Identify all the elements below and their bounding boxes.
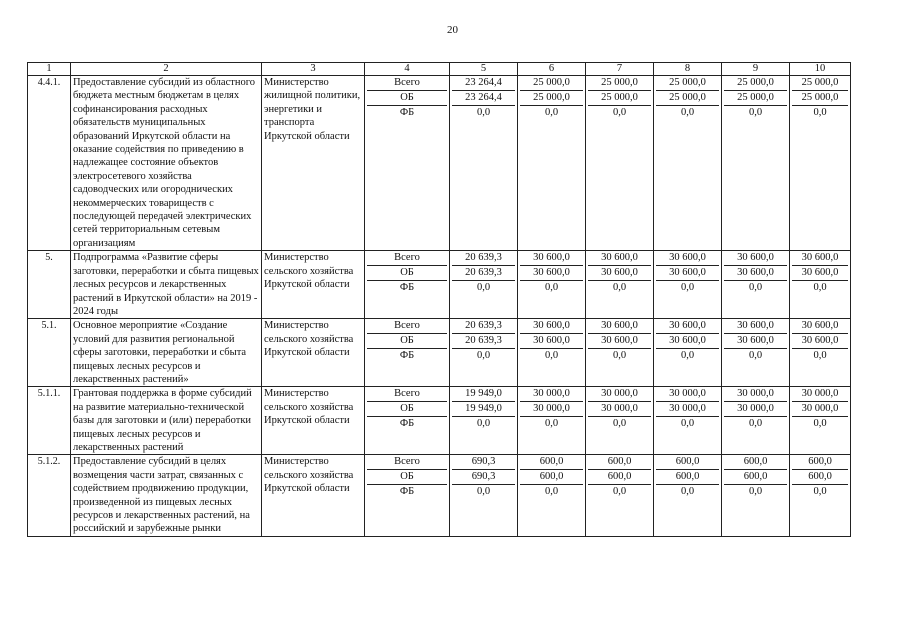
funding-source-label: Всего (367, 251, 447, 266)
amount-value: 30 600,0 (520, 334, 583, 349)
funding-source-label: ФБ (399, 418, 415, 430)
amount-value: 30 600,0 (520, 319, 583, 334)
column-header: 6 (518, 63, 586, 76)
amount-cell (450, 76, 518, 251)
amount-value: 30 600,0 (588, 319, 651, 334)
amount-cell (654, 251, 722, 319)
amount-value: 30 600,0 (792, 266, 848, 281)
amount-cell (654, 76, 722, 251)
amount-value: 30 600,0 (724, 266, 787, 281)
amount-value: 0,0 (813, 350, 827, 362)
amount-value: 23 264,4 (452, 91, 515, 106)
row-name: Основное мероприятие «Создание условий для развития региональной сферы заготовки, переработки и сбыта пищевых лесных ресурсов и лекарственных растений» (71, 319, 262, 387)
amount-value: 23 264,4 (452, 76, 515, 91)
amount-value: 0,0 (813, 282, 827, 294)
amount-value: 0,0 (748, 418, 763, 430)
amount-value: 0,0 (544, 486, 559, 498)
row-name: Предоставление субсидий из областного бюджета местным бюджетам в целях софинансирования расходных обязательств муниципальных образований Иркутской области на оказание содействия по приведению в надлежащее состояние объектов электросетевого хозяйства садоводческих или огороднических некоммерческих товариществ с последующей передачей электрических сетей территориальным сетевым организациям (71, 76, 262, 251)
row-code: 5.1.1. (28, 387, 71, 455)
funding-source-cell (365, 76, 450, 251)
amount-value: 600,0 (588, 470, 651, 485)
amount-cell (722, 76, 790, 251)
amount-value: 20 639,3 (452, 266, 515, 281)
amount-value: 30 000,0 (656, 402, 719, 417)
page-number: 20 (447, 24, 458, 36)
table-row (28, 387, 851, 455)
amount-value: 0,0 (680, 418, 695, 430)
funding-source-label: ОБ (367, 334, 447, 349)
amount-value: 0,0 (612, 282, 627, 294)
amount-value: 30 600,0 (520, 251, 583, 266)
amount-cell (654, 387, 722, 455)
amount-value: 30 000,0 (520, 402, 583, 417)
row-code: 5. (28, 251, 71, 319)
amount-value: 0,0 (813, 486, 827, 498)
amount-value: 600,0 (588, 455, 651, 470)
amount-value: 0,0 (748, 282, 763, 294)
amount-cell (450, 455, 518, 536)
amount-value: 25 000,0 (588, 76, 651, 91)
amount-value: 30 600,0 (588, 251, 651, 266)
amount-cell (450, 251, 518, 319)
amount-value: 600,0 (520, 470, 583, 485)
amount-value: 0,0 (748, 350, 763, 362)
amount-value: 0,0 (612, 418, 627, 430)
table-row (28, 319, 851, 387)
amount-value: 600,0 (724, 470, 787, 485)
table-row (28, 455, 851, 536)
amount-value: 600,0 (792, 470, 848, 485)
funding-source-label: ОБ (367, 402, 447, 417)
amount-value: 20 639,3 (452, 319, 515, 334)
amount-cell (790, 76, 851, 251)
row-executor: Министерство сельского хозяйства Иркутской области (262, 319, 365, 387)
amount-cell (790, 387, 851, 455)
header-row (28, 63, 851, 76)
amount-value: 0,0 (680, 282, 695, 294)
table-row (28, 76, 851, 251)
funding-source-label: ФБ (399, 350, 415, 362)
amount-value: 30 600,0 (724, 251, 787, 266)
amount-value: 0,0 (612, 486, 627, 498)
funding-source-label: ФБ (399, 486, 415, 498)
amount-value: 600,0 (792, 455, 848, 470)
amount-value: 0,0 (476, 107, 491, 118)
row-code: 5.1. (28, 319, 71, 387)
column-header: 3 (262, 63, 365, 76)
amount-cell (586, 387, 654, 455)
amount-value: 25 000,0 (656, 91, 719, 106)
amount-value: 0,0 (544, 418, 559, 430)
amount-value: 30 600,0 (656, 319, 719, 334)
funding-source-label: Всего (367, 76, 447, 91)
amount-value: 0,0 (476, 486, 491, 498)
amount-cell (586, 251, 654, 319)
funding-source-cell (365, 251, 450, 319)
amount-value: 0,0 (680, 107, 695, 118)
amount-value: 30 000,0 (792, 402, 848, 417)
amount-cell (722, 387, 790, 455)
amount-value: 30 600,0 (656, 251, 719, 266)
amount-value: 0,0 (680, 486, 695, 498)
amount-value: 25 000,0 (724, 76, 787, 91)
row-code: 5.1.2. (28, 455, 71, 536)
amount-value: 30 600,0 (792, 334, 848, 349)
column-header: 5 (450, 63, 518, 76)
amount-value: 30 600,0 (588, 334, 651, 349)
amount-value: 0,0 (813, 107, 827, 118)
amount-cell (518, 251, 586, 319)
row-executor: Министерство сельского хозяйства Иркутской области (262, 455, 365, 536)
amount-value: 30 600,0 (724, 334, 787, 349)
funding-source-label: ОБ (367, 266, 447, 281)
row-executor: Министерство жилищной политики, энергетики и транспорта Иркутской области (262, 76, 365, 251)
amount-cell (654, 319, 722, 387)
amount-cell (722, 455, 790, 536)
amount-value: 30 600,0 (724, 319, 787, 334)
amount-cell (586, 455, 654, 536)
amount-cell (790, 319, 851, 387)
amount-value: 19 949,0 (452, 402, 515, 417)
funding-source-label: ОБ (367, 470, 447, 485)
amount-cell (518, 76, 586, 251)
amount-value: 600,0 (520, 455, 583, 470)
funding-source-label: ОБ (367, 91, 447, 106)
amount-cell (586, 76, 654, 251)
row-executor: Министерство сельского хозяйства Иркутской области (262, 251, 365, 319)
amount-value: 30 600,0 (656, 266, 719, 281)
amount-value: 25 000,0 (520, 91, 583, 106)
amount-value: 25 000,0 (792, 91, 848, 106)
amount-value: 0,0 (544, 107, 559, 118)
funding-source-label: Всего (367, 319, 447, 334)
amount-value: 0,0 (544, 282, 559, 294)
amount-value: 0,0 (476, 418, 491, 430)
amount-value: 20 639,3 (452, 251, 515, 266)
amount-value: 30 600,0 (520, 266, 583, 281)
amount-value: 0,0 (476, 350, 491, 362)
amount-cell (790, 251, 851, 319)
amount-value: 600,0 (724, 455, 787, 470)
amount-value: 0,0 (813, 418, 827, 430)
funding-source-cell (365, 319, 450, 387)
amount-value: 25 000,0 (520, 76, 583, 91)
amount-value: 0,0 (612, 107, 627, 118)
amount-value: 690,3 (452, 470, 515, 485)
amount-value: 30 600,0 (588, 266, 651, 281)
amount-value: 25 000,0 (656, 76, 719, 91)
amount-value: 0,0 (748, 107, 763, 118)
budget-table (27, 62, 851, 537)
column-header: 4 (365, 63, 450, 76)
amount-value: 30 000,0 (656, 387, 719, 402)
column-header: 1 (28, 63, 71, 76)
amount-value: 25 000,0 (792, 76, 848, 91)
column-header: 8 (654, 63, 722, 76)
amount-cell (518, 455, 586, 536)
row-executor: Министерство сельского хозяйства Иркутской области (262, 387, 365, 455)
amount-cell (722, 319, 790, 387)
funding-source-cell (365, 387, 450, 455)
amount-value: 0,0 (680, 350, 695, 362)
amount-value: 690,3 (452, 455, 515, 470)
amount-value: 0,0 (476, 282, 491, 294)
amount-value: 19 949,0 (452, 387, 515, 402)
funding-source-cell (365, 455, 450, 536)
amount-value: 20 639,3 (452, 334, 515, 349)
amount-cell (654, 455, 722, 536)
amount-value: 30 000,0 (588, 402, 651, 417)
amount-cell (722, 251, 790, 319)
amount-value: 30 000,0 (792, 387, 848, 402)
row-name: Грантовая поддержка в форме субсидий на развитие материально-технической базы для заготовки и (или) переработки пищевых лесных ресурсов и лекарственных растений (71, 387, 262, 455)
row-name: Предоставление субсидий в целях возмещения части затрат, связанных с содействием продвижению продукции, произведенной из пищевых лесных ресурсов и лекарственных растений, на российский и зарубежные рынки (71, 455, 262, 536)
amount-cell (518, 387, 586, 455)
column-header: 10 (790, 63, 851, 76)
amount-value: 30 000,0 (724, 402, 787, 417)
amount-cell (518, 319, 586, 387)
amount-value: 25 000,0 (588, 91, 651, 106)
amount-value: 0,0 (612, 350, 627, 362)
amount-value: 30 000,0 (520, 387, 583, 402)
amount-value: 30 600,0 (792, 251, 848, 266)
funding-source-label: ФБ (399, 107, 415, 118)
funding-source-label: Всего (367, 455, 447, 470)
amount-value: 30 600,0 (792, 319, 848, 334)
row-name: Подпрограмма «Развитие сферы заготовки, переработки и сбыта пищевых лесных ресурсов и лекарственных растений в Иркутской области» на 2019 - 2024 годы (71, 251, 262, 319)
amount-cell (450, 319, 518, 387)
amount-value: 25 000,0 (724, 91, 787, 106)
amount-value: 30 000,0 (588, 387, 651, 402)
amount-value: 30 600,0 (656, 334, 719, 349)
row-code: 4.4.1. (28, 76, 71, 251)
amount-value: 30 000,0 (724, 387, 787, 402)
amount-value: 600,0 (656, 470, 719, 485)
column-header: 9 (722, 63, 790, 76)
amount-value: 600,0 (656, 455, 719, 470)
table-row (28, 251, 851, 319)
column-header: 7 (586, 63, 654, 76)
amount-value: 0,0 (748, 486, 763, 498)
amount-cell (586, 319, 654, 387)
amount-value: 0,0 (544, 350, 559, 362)
column-header: 2 (71, 63, 262, 76)
amount-cell (790, 455, 851, 536)
funding-source-label: ФБ (399, 282, 415, 294)
funding-source-label: Всего (367, 387, 447, 402)
amount-cell (450, 387, 518, 455)
